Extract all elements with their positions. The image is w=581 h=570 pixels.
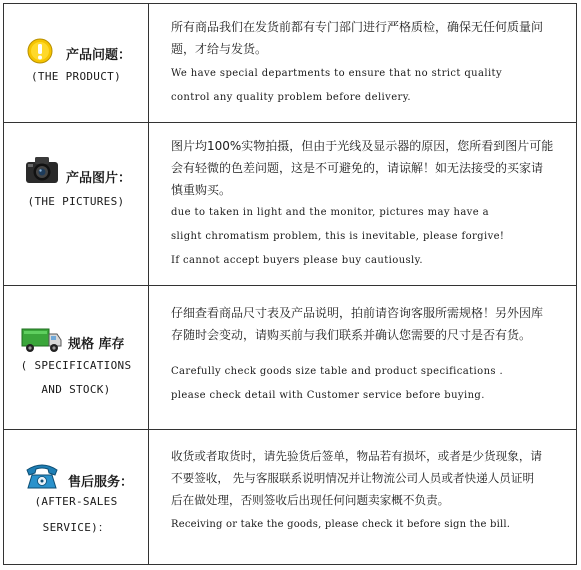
content-en-line: please check detail with Customer service before buying.: [171, 390, 485, 401]
content-cn-line: 慎重购买。: [171, 183, 232, 197]
content-en-line: slight chromatism problem, this is inevitable, please forgive!: [171, 231, 505, 242]
content-en-line: We have special departments to ensure that no strict quality: [171, 68, 503, 79]
policy-table: [3, 3, 577, 565]
row-title-en: (THE PRODUCT): [31, 70, 121, 83]
row-title-en: (AFTER-SALES: [34, 495, 118, 508]
content-cn-line: 收货或者取货时，请先验货后签单，物品若有损坏，或者是少货现象，请: [171, 449, 543, 463]
row-header: [4, 4, 148, 122]
row-content: [149, 123, 576, 285]
content-cn-line: 图片均100%实物拍摄，但由于光线及显示器的原因，您所看到图片可能: [171, 139, 554, 153]
content-cn-line: 所有商品我们在发货前都有专门部门进行严格质检，确保无任何质量问: [171, 20, 544, 34]
content-en-line: Receiving or take the goods, please check it before sign the bill.: [171, 519, 511, 530]
content-en-line: Carefully check goods size table and product specifications .: [171, 366, 504, 377]
policy-row-product: [4, 4, 576, 123]
row-content: [149, 4, 576, 122]
row-title-cn: 产品图片：: [66, 171, 132, 186]
row-header: [4, 286, 148, 429]
row-title-cn: 售后服务：: [68, 475, 134, 490]
row-title-cn: 规格 库存: [68, 337, 125, 352]
camera-icon: [24, 155, 60, 189]
row-title-en: AND STOCK): [41, 383, 111, 396]
policy-row-pictures: [4, 123, 576, 286]
row-header: [4, 123, 148, 285]
content-cn-line: 不要签收， 先与客服联系说明情况并让物流公司人员或者快递人员证明: [171, 471, 535, 485]
content-cn-line: 会有轻微的色差问题，这是不可避免的，请谅解！如无法接受的买家请: [171, 161, 544, 175]
row-title-cn: 产品问题：: [66, 48, 132, 63]
policy-row-specifications: [4, 286, 576, 430]
content-cn-line: 后在做处理，否则签收后出现任何问题卖家概不负责。: [171, 493, 450, 507]
row-header: [4, 430, 148, 564]
telephone-icon: [24, 461, 60, 495]
row-title-en: (THE PICTURES): [27, 195, 125, 208]
content-cn-line: 存随时会变动，请购买前与我们联系并确认您需要的尺寸是否有货。: [171, 328, 532, 342]
policy-row-after-sales: [4, 430, 576, 564]
content-en-line: control any quality problem before delivery.: [171, 92, 411, 103]
content-en-line: due to taken in light and the monitor, pictures may have a: [171, 207, 489, 218]
content-en-line: If cannot accept buyers please buy cautiously.: [171, 255, 423, 266]
content-cn-line: 仔细查看商品尺寸表及产品说明，拍前请咨询客服所需规格！另外因库: [171, 306, 544, 320]
row-title-en: ( SPECIFICATIONS: [20, 359, 132, 372]
content-cn-line: 题，才给与发货。: [171, 42, 268, 56]
row-title-en: SERVICE)：: [42, 521, 110, 534]
warning-circle-icon: [27, 38, 53, 68]
row-content: [149, 286, 576, 429]
row-content: [149, 430, 576, 564]
delivery-truck-icon: [21, 326, 63, 358]
